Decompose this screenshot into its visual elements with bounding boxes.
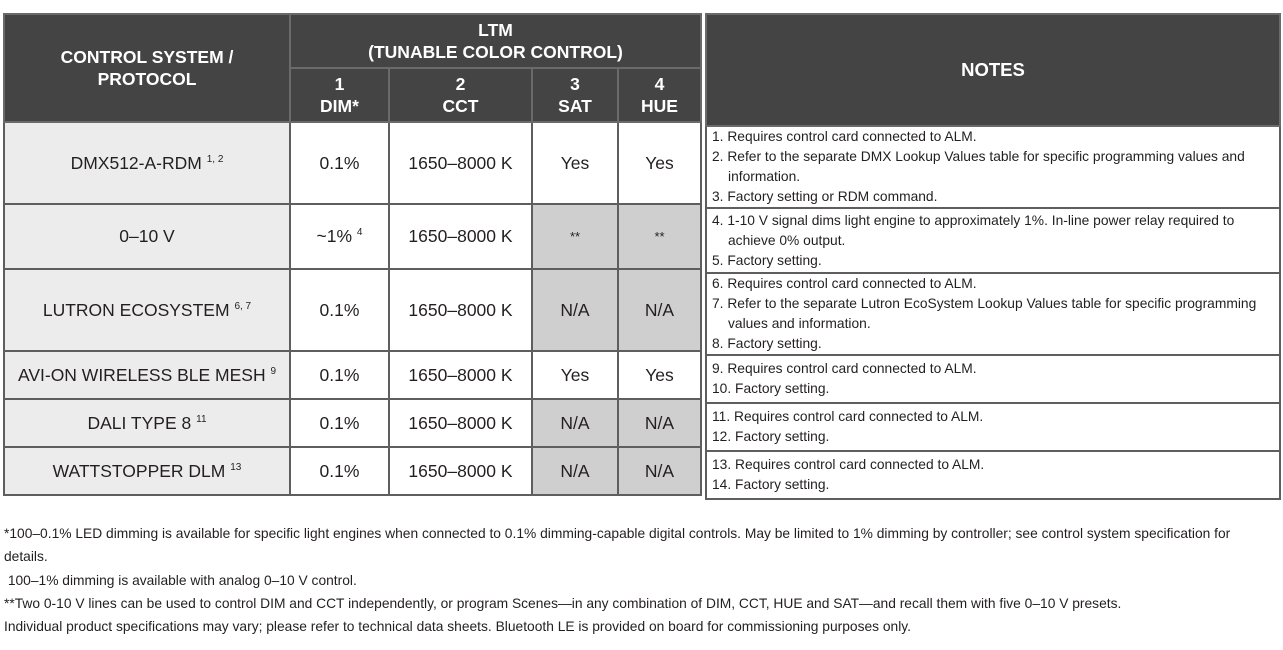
column-header-dim [290,68,389,122]
sat-value: Yes [532,351,618,399]
table-row [4,351,701,399]
column-label: SAT [558,96,592,116]
ltm-header-line1: LTM [478,20,513,40]
notes-cell [706,273,1280,355]
notes-cell [706,403,1280,451]
note-item: 4. 1-10 V signal dims light engine to approximately 1%. In-line power relay required to achieve 0% output. [712,212,1235,248]
cct-value: 1650–8000 K [389,447,532,495]
sat-value: N/A [532,447,618,495]
column-header-cct [389,68,532,122]
sat-value: N/A [532,399,618,447]
column-header-hue [618,68,701,122]
hue-value: Yes [618,122,701,204]
footnote-line: **Two 0-10 V lines can be used to control DIM and CCT independently, or program Scenes—in any combination of DIM, CCT, HUE and SAT—and recall them with five 0–10 V presets. [4,595,1122,611]
notes-table [705,13,1281,500]
note-item: 5. Factory setting. [712,252,822,268]
table-row [4,447,701,495]
note-item: 10. Factory setting. [712,381,830,396]
footnote-ref: 4 [356,227,363,239]
protocol-name [4,269,290,351]
cct-value: 1650–8000 K [389,122,532,204]
hue-value: N/A [618,269,701,351]
ltm-header-line2: (TUNABLE COLOR CONTROL) [368,42,623,62]
hue-value: N/A [618,399,701,447]
protocol-name-text: LUTRON ECOSYSTEM [42,299,230,320]
sat-value: Yes [532,122,618,204]
protocol-name [4,122,290,204]
column-label: HUE [641,96,678,116]
dim-value: 0.1% [290,269,389,351]
protocol-table [3,13,702,496]
note-item: 14. Factory setting. [712,477,830,492]
notes-cell [706,126,1280,208]
column-header-sat [532,68,618,122]
protocol-name [4,399,290,447]
protocol-name [4,447,290,495]
column-number: 2 [455,74,466,94]
note-item: 6. Requires control card connected to ALM. [712,276,977,291]
dim-value: 0.1% [290,122,389,204]
notes-cell [706,355,1280,403]
note-item: 1. Requires control card connected to ALM. [712,129,977,144]
footnote-ref: 9 [270,365,277,377]
sat-value: N/A [532,269,618,351]
ltm-header [290,14,701,68]
control-system-header: CONTROL SYSTEM / PROTOCOL [4,14,290,122]
cct-value: 1650–8000 K [389,351,532,399]
protocol-name-text: WATTSTOPPER DLM [52,460,226,481]
notes-header: NOTES [706,14,1280,126]
column-number: 1 [334,74,345,94]
protocol-name [4,351,290,399]
notes-cell [706,208,1280,273]
footnote-ref: 11 [196,413,207,425]
table-row [4,269,701,351]
dim-value-text: ~1% [316,226,353,246]
dim-value: 0.1% [290,447,389,495]
dim-value: 0.1% [290,351,389,399]
hue-value: ** [618,204,701,269]
note-item: 7. Refer to the separate Lutron EcoSystem Lookup Values table for specific programming values and information. [712,296,1257,331]
column-label: DIM* [320,96,359,116]
protocol-name-text: DALI TYPE 8 [87,412,192,433]
column-label: CCT [442,96,479,116]
protocol-name: 0–10 V [4,204,290,269]
protocol-name-text: DMX512-A-RDM [70,152,202,173]
footnote-line: Individual product specifications may vary; please refer to technical data sheets. Bluetooth LE is provided on board for commissioning purposes only. [4,619,911,635]
note-item: 13. Requires control card connected to ALM. [712,457,985,472]
footnote-ref: 6, 7 [234,300,252,312]
cct-value: 1650–8000 K [389,204,532,269]
hue-value: Yes [618,351,701,399]
note-item: 11. Requires control card connected to ALM. [712,409,984,424]
dim-value [290,204,389,269]
note-item: 2. Refer to the separate DMX Lookup Values table for specific programming values and information. [712,149,1245,184]
notes-cell [706,451,1280,499]
footnote-line: *100–0.1% LED dimming is available for specific light engines when connected to 0.1% dimming-capable digital controls. May be limited to 1% dimming by controller; see control system specification for details. [4,526,1231,565]
note-item: 8. Factory setting. [712,336,822,351]
protocol-name-text: AVI-ON WIRELESS BLE MESH [17,364,266,385]
table-row [4,122,701,204]
table-row [4,204,701,269]
note-item: 3. Factory setting or RDM command. [712,189,938,204]
cct-value: 1650–8000 K [389,399,532,447]
cct-value: 1650–8000 K [389,269,532,351]
footnotes [4,522,1274,638]
footnote-ref: 1, 2 [206,153,224,165]
footnote-line: 100–1% dimming is available with analog 0–10 V control. [4,572,357,588]
column-number: 4 [654,74,665,94]
column-number: 3 [570,74,580,94]
sat-value: ** [532,204,618,269]
hue-value: N/A [618,447,701,495]
note-item: 9. Requires control card connected to ALM. [712,361,977,376]
table-row [4,399,701,447]
footnote-ref: 13 [230,461,242,473]
note-item: 12. Factory setting. [712,429,830,444]
dim-value: 0.1% [290,399,389,447]
